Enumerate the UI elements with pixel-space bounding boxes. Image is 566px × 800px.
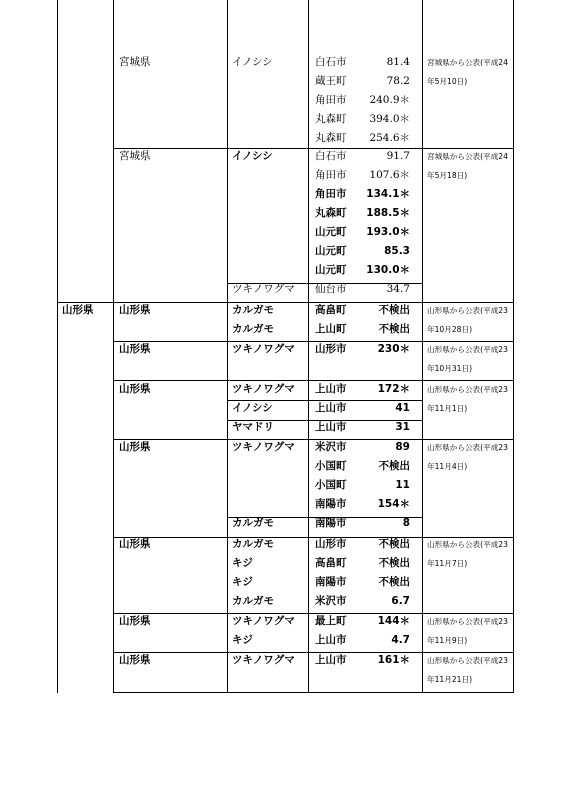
val-cell: 172＊ [377, 383, 410, 395]
loc-cell: 米沢市 [315, 595, 347, 607]
animal-cell: ツキノワグマ [232, 654, 295, 666]
table-border-left [57, 0, 58, 693]
loc-cell: 山形市 [315, 343, 347, 355]
loc-cell: 小国町 [315, 460, 347, 472]
val-cell: 85.3 [384, 245, 410, 257]
loc-cell: 上山町 [315, 323, 347, 335]
loc-cell: 丸森町 [315, 207, 347, 219]
val-cell: 193.0＊ [366, 226, 410, 238]
loc-cell: 丸森町 [315, 132, 347, 144]
animal-cell: カルガモ [232, 323, 274, 335]
animal-cell: キジ [232, 557, 253, 569]
loc-cell: 上山市 [315, 421, 347, 433]
loc-cell: 最上町 [315, 615, 347, 627]
table-column-divider [308, 0, 309, 693]
city-cell: 山形県 [119, 441, 151, 453]
note-cell: 宮城県から公表(平成24年5月18日) [427, 152, 508, 180]
city-cell: 山形県 [119, 343, 151, 355]
val-cell: 78.2 [386, 75, 410, 87]
val-cell: 不検出 [378, 323, 410, 335]
val-cell: 134.1＊ [366, 188, 410, 200]
val-cell: 130.0＊ [366, 264, 410, 276]
loc-cell: 高畠町 [315, 304, 347, 316]
animal-cell: カルガモ [232, 538, 274, 550]
city-cell: 山形県 [119, 304, 151, 316]
animal-cell: ツキノワグマ [232, 441, 295, 453]
loc-cell: 南陽市 [315, 517, 347, 529]
animal-cell: カルガモ [232, 517, 274, 529]
city-cell: 山形県 [119, 654, 151, 666]
val-cell: 161＊ [377, 654, 410, 666]
loc-cell: 上山市 [315, 383, 347, 395]
table-column-divider [422, 0, 423, 693]
animal-cell: カルガモ [232, 304, 274, 316]
animal-cell: ツキノワグマ [232, 343, 295, 355]
animal-cell: イノシシ [232, 402, 273, 414]
animal-cell: カルガモ [232, 595, 274, 607]
loc-cell: 南陽市 [315, 498, 347, 510]
loc-cell: 山元町 [315, 245, 347, 257]
val-cell: 不検出 [378, 576, 410, 588]
val-cell: 不検出 [378, 460, 410, 472]
table-column-divider [227, 0, 228, 693]
note-cell: 山形県から公表(平成23年11月9日) [427, 617, 508, 645]
val-cell: 不検出 [378, 557, 410, 569]
table-border-right [513, 0, 514, 693]
loc-cell: 角田市 [315, 94, 347, 106]
loc-cell: 高畠町 [315, 557, 347, 569]
animal-cell: ツキノワグマ [232, 383, 295, 395]
val-cell: 4.7 [391, 634, 410, 646]
loc-cell: 白石市 [315, 56, 347, 68]
table-column-divider [113, 0, 114, 693]
animal-cell: イノシシ [232, 150, 273, 162]
loc-cell: 角田市 [315, 169, 347, 181]
loc-cell: 山元町 [315, 264, 347, 276]
city-cell: 宮城県 [119, 56, 151, 68]
val-cell: 41 [395, 402, 410, 414]
note-cell: 山形県から公表(平成23年10月28日) [427, 306, 508, 334]
table-row-divider [113, 692, 514, 693]
note-cell: 山形県から公表(平成23年11月4日) [427, 443, 508, 471]
loc-cell: 仙台市 [315, 283, 347, 295]
loc-cell: 米沢市 [315, 441, 347, 453]
val-cell: 8 [402, 517, 410, 529]
val-cell: 31 [395, 421, 410, 433]
val-cell: 254.6＊ [369, 132, 410, 144]
loc-cell: 山形市 [315, 538, 347, 550]
city-cell: 山形県 [119, 615, 151, 627]
city-cell: 山形県 [119, 383, 151, 395]
val-cell: 11 [395, 479, 410, 491]
note-cell: 宮城県から公表(平成24年5月10日) [427, 58, 508, 86]
val-cell: 不検出 [378, 304, 410, 316]
val-cell: 不検出 [378, 538, 410, 550]
animal-cell: ツキノワグマ [232, 615, 295, 627]
loc-cell: 白石市 [315, 150, 347, 162]
loc-cell: 上山市 [315, 402, 347, 414]
val-cell: 188.5＊ [366, 207, 410, 219]
val-cell: 91.7 [386, 150, 410, 162]
city-cell: 宮城県 [119, 150, 151, 162]
loc-cell: 上山市 [315, 634, 347, 646]
val-cell: 394.0＊ [369, 113, 410, 125]
val-cell: 107.6＊ [369, 169, 410, 181]
note-cell: 山形県から公表(平成23年11月7日) [427, 540, 508, 568]
val-cell: 89 [395, 441, 410, 453]
val-cell: 6.7 [391, 595, 410, 607]
val-cell: 81.4 [386, 56, 410, 68]
city-cell: 山形県 [119, 538, 151, 550]
val-cell: 240.9＊ [369, 94, 410, 106]
animal-cell: キジ [232, 576, 253, 588]
animal-cell: イノシシ [232, 56, 273, 68]
loc-cell: 南陽市 [315, 576, 347, 588]
loc-cell: 小国町 [315, 479, 347, 491]
val-cell: 230＊ [377, 343, 410, 355]
animal-cell: ツキノワグマ [232, 283, 295, 295]
loc-cell: 上山市 [315, 654, 347, 666]
note-cell: 山形県から公表(平成23年11月21日) [427, 656, 508, 684]
val-cell: 154＊ [377, 498, 410, 510]
animal-cell: ヤマドリ [232, 421, 274, 433]
note-cell: 山形県から公表(平成23年11月1日) [427, 385, 508, 413]
val-cell: 144＊ [377, 615, 410, 627]
animal-cell: キジ [232, 634, 253, 646]
pref-cell: 山形県 [62, 304, 94, 316]
loc-cell: 角田市 [315, 188, 347, 200]
loc-cell: 蔵王町 [315, 75, 347, 87]
note-cell: 山形県から公表(平成23年10月31日) [427, 345, 508, 373]
val-cell: 34.7 [386, 283, 410, 295]
loc-cell: 丸森町 [315, 113, 347, 125]
loc-cell: 山元町 [315, 226, 347, 238]
